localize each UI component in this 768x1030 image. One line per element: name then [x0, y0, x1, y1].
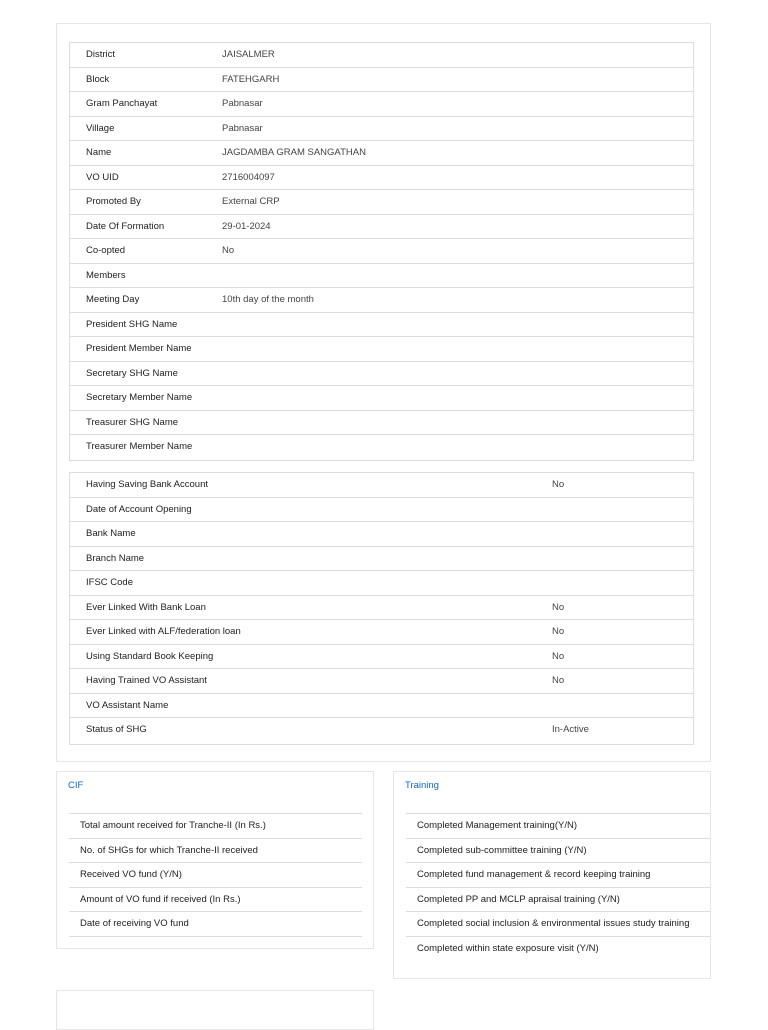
row-value: Pabnasar [222, 98, 263, 109]
list-item [406, 937, 711, 962]
list-item [406, 912, 711, 937]
table-row [70, 337, 693, 362]
table-row [70, 117, 693, 142]
cif-title: CIF [68, 780, 84, 791]
list-item [69, 912, 362, 937]
row-label: Date Of Formation [86, 220, 165, 232]
cif-card [56, 771, 374, 949]
training-card [393, 771, 711, 979]
table-row [70, 141, 693, 166]
table-row [70, 362, 693, 387]
training-list [406, 813, 711, 961]
row-label: Date of Account Opening [86, 503, 192, 515]
table-row [70, 694, 693, 719]
list-item [406, 863, 711, 888]
list-item-label: No. of SHGs for which Tranche-II received [80, 844, 258, 856]
list-item-label: Completed within state exposure visit (Y/N) [417, 942, 599, 954]
row-value: FATEHGARH [222, 73, 280, 85]
row-value: In-Active [552, 724, 589, 735]
table-row [70, 190, 693, 215]
row-label: IFSC Code [86, 577, 133, 588]
row-label: Promoted By [86, 196, 141, 207]
row-value: External CRP [222, 196, 280, 207]
row-value: Pabnasar [222, 122, 263, 134]
row-label: Secretary SHG Name [86, 367, 178, 379]
table-row [70, 645, 693, 670]
bank-details-table [69, 472, 694, 745]
list-item-label: Amount of VO fund if received (In Rs.) [80, 893, 241, 905]
table-row [70, 522, 693, 547]
row-label: Using Standard Book Keeping [86, 650, 214, 662]
row-label: Treasurer SHG Name [86, 416, 179, 428]
row-value: No [222, 245, 235, 256]
table-row [70, 411, 693, 436]
next-section-card [56, 990, 374, 1030]
table-row [70, 473, 693, 498]
row-value: No [552, 675, 565, 686]
row-value: No [552, 626, 565, 637]
list-item [406, 814, 711, 839]
row-label: Having Trained VO Assistant [86, 675, 207, 686]
row-value: 10th day of the month [222, 294, 314, 305]
row-label: Bank Name [86, 528, 136, 539]
table-row [70, 288, 693, 313]
list-item-label: Date of receiving VO fund [80, 918, 189, 929]
table-row [70, 313, 693, 338]
table-row [70, 669, 693, 694]
table-row [70, 620, 693, 645]
row-value: 29-01-2024 [222, 220, 271, 232]
row-label: Branch Name [86, 552, 145, 564]
list-item-label: Completed social inclusion & environmental issues study training [417, 918, 690, 929]
table-row [70, 68, 693, 93]
row-value: No [552, 479, 565, 490]
table-row [70, 43, 693, 68]
row-label: Gram Panchayat [86, 98, 158, 109]
row-label: District [86, 49, 116, 60]
list-item [69, 863, 362, 888]
list-item-label: Received VO fund (Y/N) [80, 869, 182, 880]
cif-list [69, 813, 362, 937]
row-label: Having Saving Bank Account [86, 479, 208, 490]
table-row [70, 596, 693, 621]
list-item-label: Completed Management training(Y/N) [417, 820, 577, 831]
row-value: 2716004097 [222, 171, 275, 183]
list-item [406, 839, 711, 864]
list-item-label: Total amount received for Tranche-II (In Rs.) [80, 820, 266, 831]
table-row [70, 547, 693, 572]
vo-profile-card [56, 23, 711, 762]
row-label: Name [86, 147, 112, 158]
table-row [70, 92, 693, 117]
row-label: Secretary Member Name [86, 392, 193, 403]
row-value: No [552, 650, 565, 662]
table-row [70, 264, 693, 289]
list-item [406, 888, 711, 913]
table-row [70, 498, 693, 523]
row-label: Ever Linked With Bank Loan [86, 601, 206, 613]
list-item [69, 814, 362, 839]
table-row [70, 435, 693, 460]
row-value: No [552, 601, 565, 613]
row-label: President Member Name [86, 343, 192, 354]
row-label: VO UID [86, 171, 119, 183]
row-value: JAGDAMBA GRAM SANGATHAN [222, 147, 366, 158]
table-row [70, 166, 693, 191]
table-row [70, 386, 693, 411]
row-label: Village [86, 122, 115, 134]
table-row [70, 571, 693, 596]
training-title: Training [405, 780, 439, 791]
row-label: Treasurer Member Name [86, 441, 193, 452]
row-label: Meeting Day [86, 294, 140, 305]
list-item-label: Completed sub-committee training (Y/N) [417, 844, 587, 856]
row-label: Block [86, 73, 110, 85]
list-item-label: Completed fund management & record keeping training [417, 869, 651, 880]
row-label: President SHG Name [86, 318, 178, 330]
list-item [69, 839, 362, 864]
row-label: Co-opted [86, 245, 126, 256]
vo-details-table [69, 42, 694, 461]
row-label: VO Assistant Name [86, 699, 169, 711]
row-label: Status of SHG [86, 724, 147, 735]
table-row [70, 718, 693, 743]
row-label: Members [86, 269, 126, 281]
row-label: Ever Linked with ALF/federation loan [86, 626, 241, 637]
list-item [69, 888, 362, 913]
row-value: JAISALMER [222, 49, 275, 60]
table-row [70, 215, 693, 240]
list-item-label: Completed PP and MCLP apraisal training (Y/N) [417, 893, 620, 905]
table-row [70, 239, 693, 264]
